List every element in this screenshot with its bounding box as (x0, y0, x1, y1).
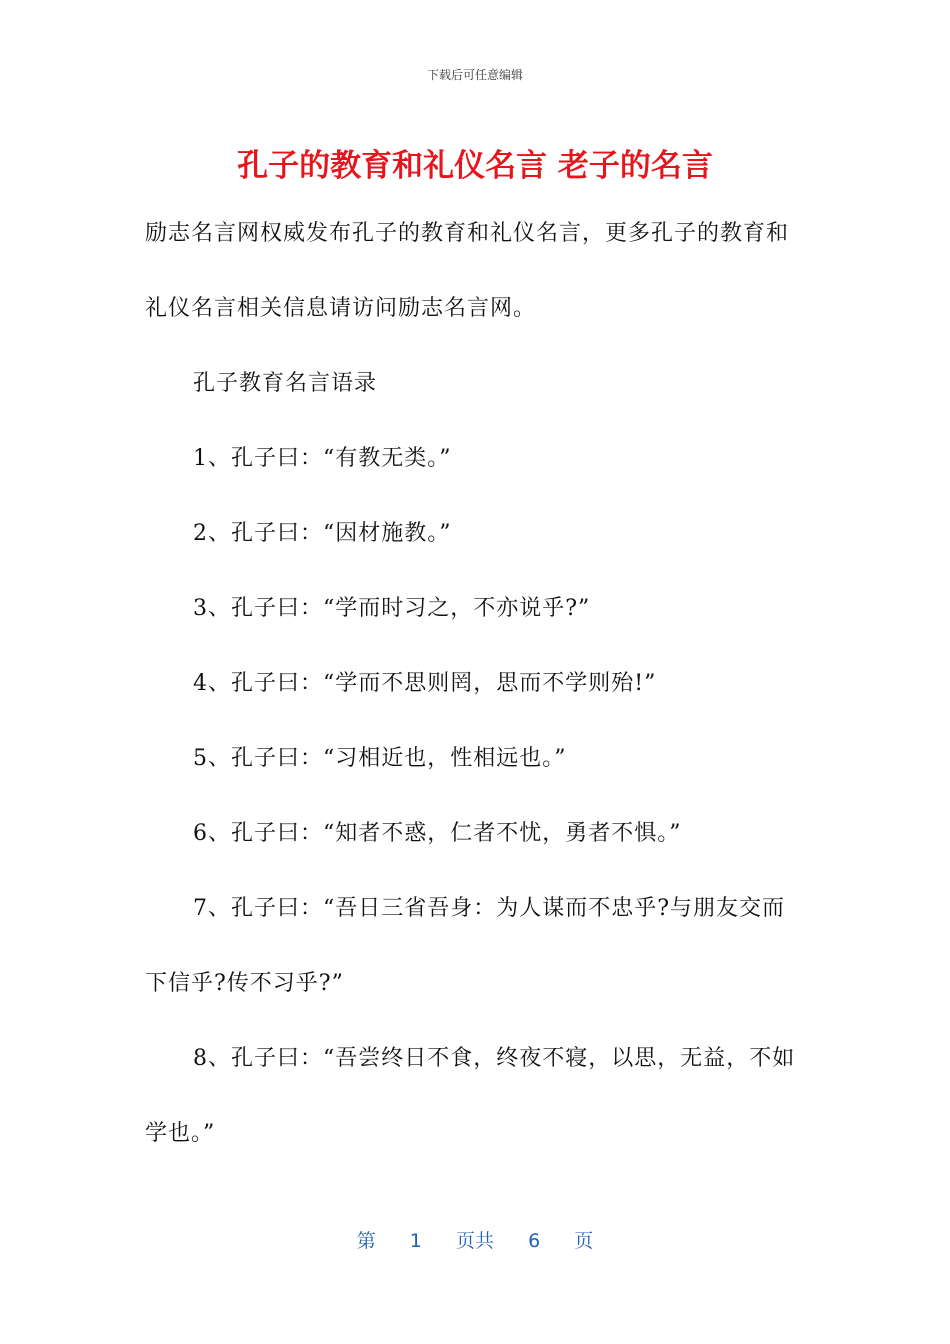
header-note: 下载后可任意编辑 (426, 68, 523, 82)
quote-item: 8、孔子曰：“吾尝终日不食，终夜不寝，以思，无益，不如学也。” (145, 1046, 796, 1146)
quote-item: 1、孔子曰：“有教无类。” (193, 446, 452, 471)
document-title: 孔子的教育和礼仪名言 老子的名言 (237, 148, 713, 184)
footer-total-pages: 6 (528, 1230, 541, 1252)
intro-paragraph: 励志名言网权威发布孔子的教育和礼仪名言，更多孔子的教育和礼仪名言相关信息请访问励志名言网。 (145, 221, 790, 321)
section-heading: 孔子教育名言语录 (193, 371, 378, 396)
footer-suffix: 页 (574, 1230, 594, 1252)
footer-middle: 页共 (455, 1230, 494, 1252)
quote-item: 3、孔子曰：“学而时习之，不亦说乎?” (193, 596, 591, 621)
quote-item: 7、孔子曰：“吾日三省吾身：为人谋而不忠乎?与朋友交而下信乎?传不习乎?” (145, 896, 786, 996)
footer-current-page: 1 (409, 1230, 422, 1252)
quote-item: 5、孔子曰：“习相近也，性相远也。” (193, 746, 567, 771)
page-footer (0, 1226, 950, 1253)
quote-item: 4、孔子曰：“学而不思则罔，思而不学则殆!” (193, 671, 657, 696)
document-body (145, 196, 805, 1171)
quote-item: 6、孔子曰：“知者不惑，仁者不忧，勇者不惧。” (193, 821, 682, 846)
footer-prefix: 第 (356, 1230, 376, 1252)
quote-item: 2、孔子曰：“因材施教。” (193, 521, 452, 546)
